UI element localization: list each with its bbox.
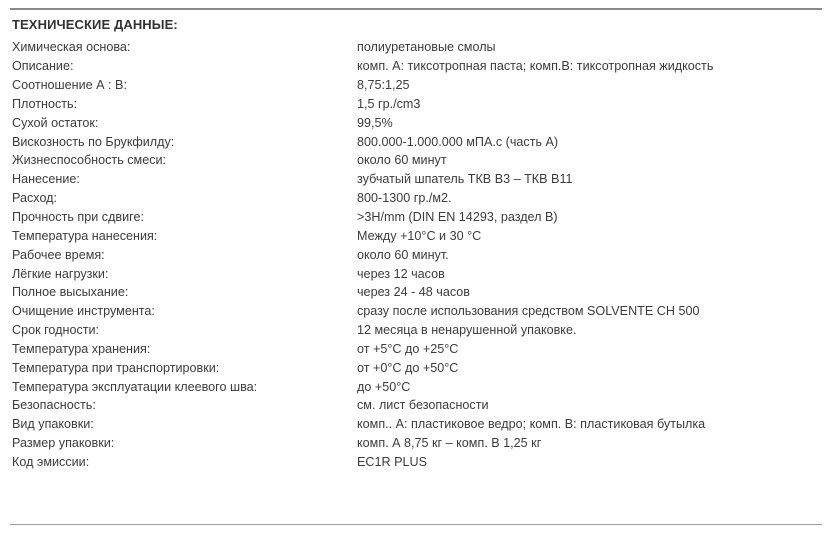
spec-value: от +0°С до +50°С: [357, 360, 459, 375]
spec-row: [12, 208, 822, 227]
spec-label: Сухой остаток:: [12, 115, 99, 130]
spec-row: [12, 321, 822, 340]
spec-row: [12, 340, 822, 359]
spec-label: Безопасность:: [12, 398, 96, 413]
spec-label: Жизнеспособность смеси:: [12, 153, 167, 168]
spec-row: [12, 132, 822, 151]
spec-label: Температура хранения:: [12, 341, 151, 356]
spec-row: [12, 38, 822, 57]
spec-label: Вискозность по Брукфилду:: [12, 134, 175, 149]
spec-value: 800-1300 гр./м2.: [357, 191, 452, 206]
spec-label: Код эмиссии:: [12, 454, 90, 469]
spec-value: Между +10°С и 30 °С: [357, 228, 482, 243]
spec-label: Рабочее время:: [12, 247, 105, 262]
spec-value: см. лист безопасности: [357, 398, 489, 413]
spec-row: [12, 151, 822, 170]
spec-row: [12, 57, 822, 76]
bottom-divider: [10, 524, 822, 525]
spec-label: Нанесение:: [12, 172, 80, 187]
spec-label: Соотношение А : В:: [12, 78, 127, 93]
spec-label: Плотность:: [12, 96, 78, 111]
spec-label: Очищение инструмента:: [12, 304, 155, 319]
spec-row: [12, 302, 822, 321]
spec-value: через 24 - 48 часов: [357, 285, 470, 300]
spec-value: 99,5%: [357, 115, 393, 130]
spec-label: Прочность при сдвиге:: [12, 210, 144, 225]
top-divider: [10, 8, 822, 10]
spec-value: комп.. А: пластиковое ведро; комп. В: пластиковая бутылка: [357, 417, 706, 432]
spec-label: Вид упаковки:: [12, 417, 94, 432]
spec-value: около 60 минут: [357, 153, 447, 168]
spec-value: EC1R PLUS: [357, 454, 427, 469]
spec-label: Срок годности:: [12, 323, 100, 338]
spec-row: [12, 113, 822, 132]
spec-label: Размер упаковки:: [12, 436, 115, 451]
spec-value: сразу после использования средством SOLVENTE CH 500: [357, 304, 700, 319]
spec-row: [12, 170, 822, 189]
spec-value: полиуретановые смолы: [357, 40, 496, 55]
spec-value: 1,5 гр./cm3: [357, 96, 421, 111]
spec-row: [12, 245, 822, 264]
spec-row: [12, 453, 822, 472]
spec-value: от +5°С до +25°С: [357, 341, 459, 356]
spec-value: комп. А 8,75 кг – комп. В 1,25 кг: [357, 436, 542, 451]
spec-value: >3Н/mm (DIN EN 14293, раздел В): [357, 210, 558, 225]
spec-value: через 12 часов: [357, 266, 445, 281]
spec-row: [12, 396, 822, 415]
spec-row: [12, 434, 822, 453]
spec-label: Температура эксплуатации клеевого шва:: [12, 379, 258, 394]
spec-label: Температура нанесения:: [12, 228, 158, 243]
spec-row: [12, 377, 822, 396]
spec-value: около 60 минут.: [357, 247, 449, 262]
spec-row: [12, 189, 822, 208]
spec-value: 8,75:1,25: [357, 78, 410, 93]
spec-row: [12, 283, 822, 302]
spec-label: Полное высыхание:: [12, 285, 129, 300]
specs-table: [12, 38, 822, 471]
spec-label: Описание:: [12, 59, 74, 74]
spec-row: [12, 76, 822, 95]
section-heading: ТЕХНИЧЕСКИЕ ДАННЫЕ:: [12, 17, 178, 32]
spec-label: Лёгкие нагрузки:: [12, 266, 109, 281]
spec-value: 12 месяца в ненарушенной упаковке.: [357, 323, 577, 338]
spec-row: [12, 95, 822, 114]
spec-value: комп. А: тиксотропная паста; комп.В: тиксотропная жидкость: [357, 59, 714, 74]
spec-row: [12, 264, 822, 283]
spec-value: 800.000-1.000.000 мПА.с (часть А): [357, 134, 559, 149]
spec-label: Химическая основа:: [12, 40, 131, 55]
spec-row: [12, 358, 822, 377]
spec-label: Температура при транспортировки:: [12, 360, 220, 375]
spec-row: [12, 226, 822, 245]
spec-value: до +50°С: [357, 379, 411, 394]
spec-value: зубчатый шпатель ТКВ В3 – ТКВ В11: [357, 172, 573, 187]
spec-row: [12, 415, 822, 434]
spec-label: Расход:: [12, 191, 58, 206]
